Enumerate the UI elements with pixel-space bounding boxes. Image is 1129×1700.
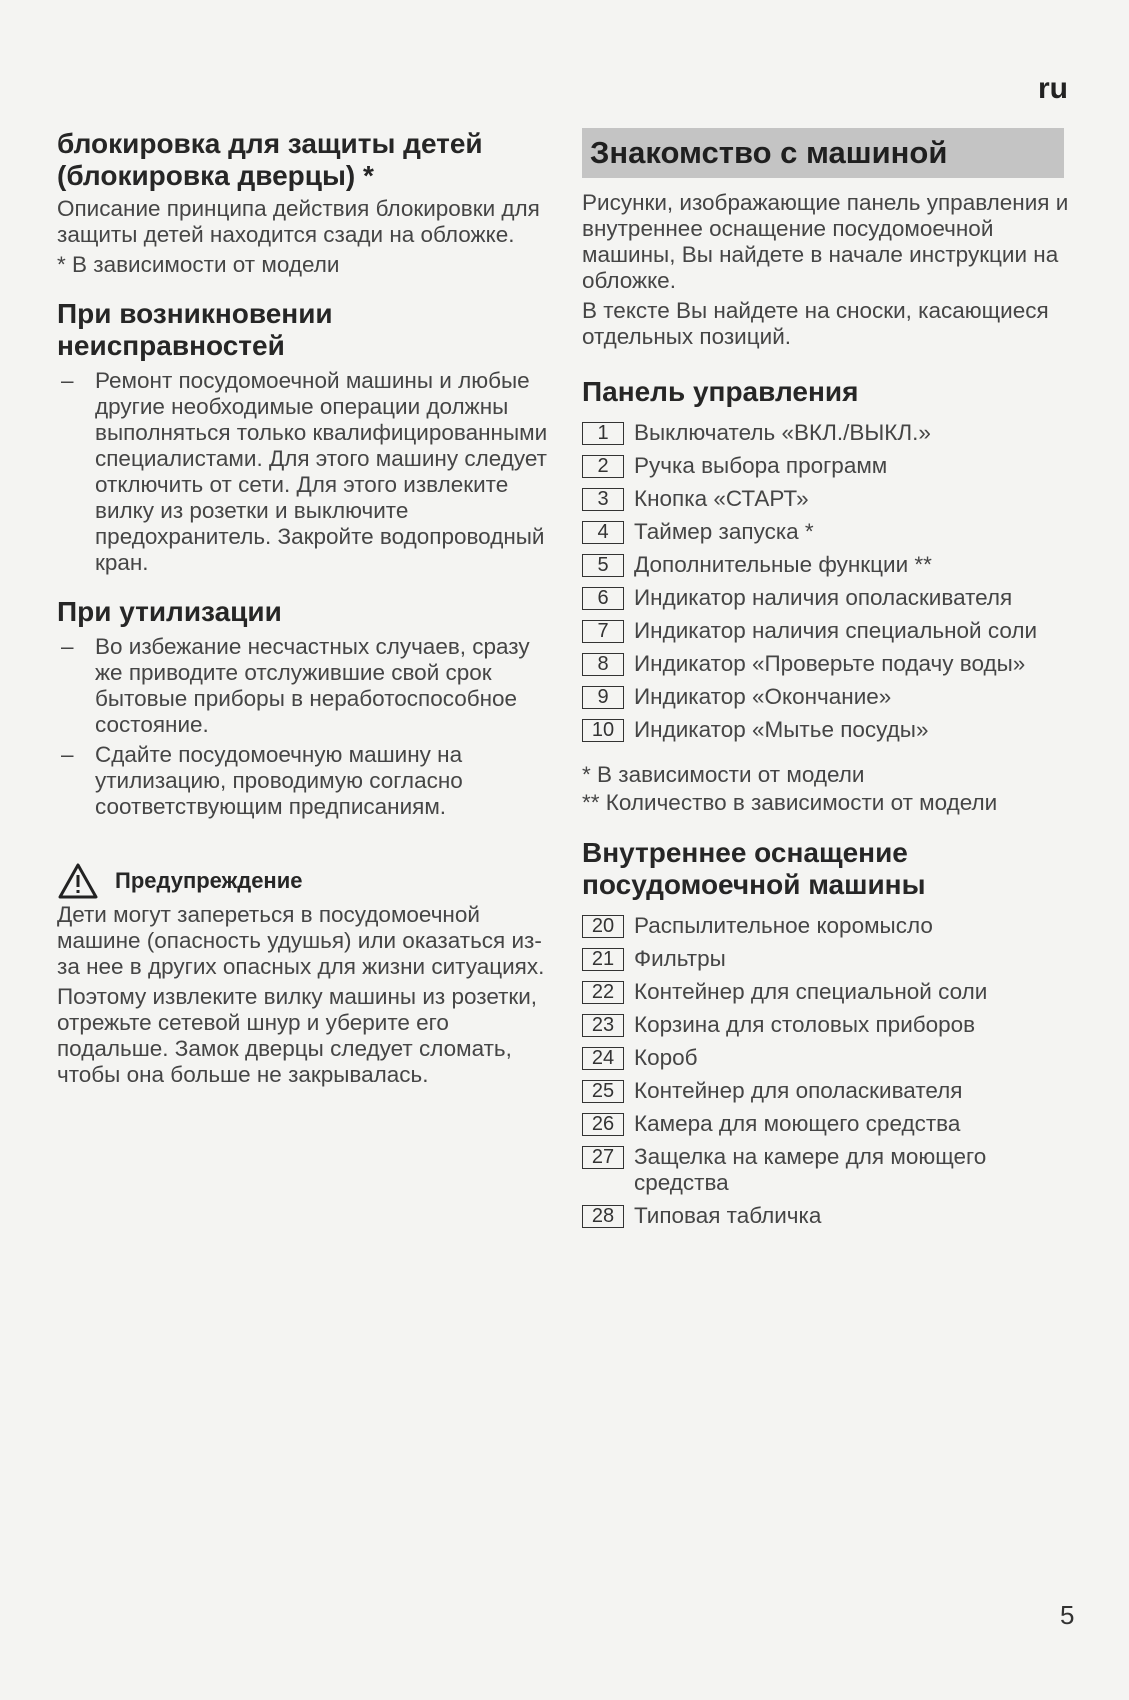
item-label: Ручка выбора программ — [634, 453, 888, 478]
disposal-item-text: Сдайте посудомоечную машину на утилизацию, проводимую согласно соответствующим предписаниям. — [95, 742, 463, 819]
item-number-box: 5 — [582, 554, 624, 577]
item-number-box: 25 — [582, 1080, 624, 1103]
item-label: Типовая табличка — [634, 1203, 822, 1228]
panel-items-list — [582, 420, 1082, 743]
list-item — [582, 979, 1082, 1005]
interior-title-line1: Внутреннее оснащение — [582, 837, 908, 868]
disposal-item: – Сдайте посудомоечную машину на утилизацию, проводимую согласно соответствующим предписаниям. — [61, 742, 463, 819]
list-item — [582, 420, 1082, 446]
right-column — [582, 128, 1082, 1236]
intro-paragraph-1: Рисунки, изображающие панель управления и внутреннее оснащение посудомоечной машины, Вы найдете в начале инструкции на обложке. — [582, 190, 1069, 293]
item-number-box: 1 — [582, 422, 624, 445]
list-item — [582, 552, 1082, 578]
item-number-box: 28 — [582, 1205, 624, 1228]
warning-triangle-icon — [57, 862, 99, 900]
main-title: Знакомство с машиной — [590, 135, 948, 170]
item-number-box: 27 — [582, 1146, 624, 1169]
disposal-title: При утилизации — [57, 596, 282, 627]
child-lock-note: * В зависимости от модели — [57, 252, 340, 277]
list-item — [582, 684, 1082, 710]
item-label: Таймер запуска * — [634, 519, 814, 544]
warning-title: Предупреждение — [115, 868, 303, 893]
item-label: Выключатель «ВКЛ./ВЫКЛ.» — [634, 420, 931, 445]
item-number-box: 9 — [582, 686, 624, 709]
item-label: Камера для моющего средства — [634, 1111, 961, 1136]
item-label: Распылительное коромысло — [634, 913, 933, 938]
item-number-box: 4 — [582, 521, 624, 544]
warning-paragraph-2: Поэтому извлеките вилку машины из розетки, отрежьте сетевой шнур и уберите его подальше. Замок дверцы следует сломать, чтобы она больше не закрывалась. — [57, 984, 538, 1087]
child-lock-body: Описание принципа действия блокировки для защиты детей находится сзади на обложке. — [57, 196, 540, 247]
list-item — [582, 486, 1082, 512]
item-number-box: 23 — [582, 1014, 624, 1037]
item-number-box: 2 — [582, 455, 624, 478]
list-item — [582, 618, 1082, 644]
item-label: Контейнер для специальной соли — [634, 979, 988, 1004]
main-title-bar — [582, 128, 1064, 178]
list-item — [582, 453, 1082, 479]
list-item — [582, 1045, 1082, 1071]
list-item — [582, 1111, 1082, 1137]
footnote-2: ** Количество в зависимости от модели — [582, 790, 998, 815]
disposal-item-text: Во избежание несчастных случаев, сразу же приводите отслужившие свой срок бытовые приборы в неработоспособное состояние. — [95, 634, 530, 737]
item-number-box: 24 — [582, 1047, 624, 1070]
left-column — [57, 128, 549, 1088]
item-label: Индикатор наличия специальной соли — [634, 618, 1038, 643]
item-label: Дополнительные функции ** — [634, 552, 932, 577]
item-label: Индикатор «Проверьте подачу воды» — [634, 651, 1026, 676]
item-label: Контейнер для ополаскивателя — [634, 1078, 963, 1103]
item-label: Корзина для столовых приборов — [634, 1012, 976, 1037]
section-faults — [57, 298, 549, 576]
list-item — [582, 1078, 1082, 1104]
item-number-box: 21 — [582, 948, 624, 971]
item-number-box: 22 — [582, 981, 624, 1004]
faults-title — [57, 298, 549, 362]
intro-paragraph-2: В тексте Вы найдете на сноски, касающиеся отдельных позиций. — [582, 298, 1049, 349]
footnotes — [582, 761, 1082, 817]
section-child-lock — [57, 128, 549, 278]
disposal-item: – Во избежание несчастных случаев, сразу же приводите отслужившие свой срок бытовые приборы в неработоспособное состояние. — [61, 634, 530, 737]
item-label: Индикатор «Мытье посуды» — [634, 717, 929, 742]
item-number-box: 10 — [582, 719, 624, 742]
list-item — [582, 1012, 1082, 1038]
interior-title-line2: посудомоечной машины — [582, 869, 926, 900]
item-label: Короб — [634, 1045, 698, 1070]
item-number-box: 26 — [582, 1113, 624, 1136]
item-label: Индикатор «Окончание» — [634, 684, 892, 709]
section-warning — [57, 862, 549, 1088]
faults-title-line1: При возникновении — [57, 298, 333, 329]
list-item — [582, 946, 1082, 972]
warning-paragraph-1: Дети могут запереться в посудомоечной машине (опасность удушья) или оказаться из-за нее в других опасных для жизни ситуациях. — [57, 902, 545, 979]
panel-title: Панель управления — [582, 376, 859, 407]
item-label: Кнопка «СТАРТ» — [634, 486, 809, 511]
faults-item: – Ремонт посудомоечной машины и любые другие необходимые операции должны выполняться только квалифицированными специалистами. Для этого машину следует отключить от сети. Для этого извлеките вилку из розетки и выключите предохранитель. Закройте водопроводный кран. — [61, 368, 548, 575]
item-label: Фильтры — [634, 946, 726, 971]
list-item — [582, 913, 1082, 939]
interior-title — [582, 837, 1082, 901]
item-number-box: 7 — [582, 620, 624, 643]
page-number: 5 — [1060, 1600, 1075, 1630]
section-disposal — [57, 596, 549, 820]
child-lock-title-line1: блокировка для защиты детей — [57, 128, 483, 159]
child-lock-title-line2: (блокировка дверцы) * — [57, 160, 374, 191]
footnote-1: * В зависимости от модели — [582, 762, 865, 787]
language-code: ru — [1038, 72, 1068, 105]
list-item — [582, 1203, 1082, 1229]
interior-items-list — [582, 913, 1082, 1229]
item-number-box: 6 — [582, 587, 624, 610]
item-number-box: 3 — [582, 488, 624, 511]
list-item — [582, 519, 1082, 545]
list-item — [582, 585, 1082, 611]
faults-title-line2: неисправностей — [57, 330, 285, 361]
item-number-box: 20 — [582, 915, 624, 938]
list-item — [582, 1144, 1082, 1196]
faults-item-text: Ремонт посудомоечной машины и любые другие необходимые операции должны выполняться только квалифицированными специалистами. Для этого машину следует отключить от сети. Для этого извлеките вилку из розетки и выключите предохранитель. Закройте водопроводный кран. — [95, 368, 548, 575]
item-label: Индикатор наличия ополаскивателя — [634, 585, 1013, 610]
child-lock-title — [57, 128, 549, 192]
item-number-box: 8 — [582, 653, 624, 676]
item-label: Защелка на камере для моющего средства — [634, 1144, 987, 1195]
list-item — [582, 651, 1082, 677]
list-item — [582, 717, 1082, 743]
warning-header — [57, 862, 549, 900]
